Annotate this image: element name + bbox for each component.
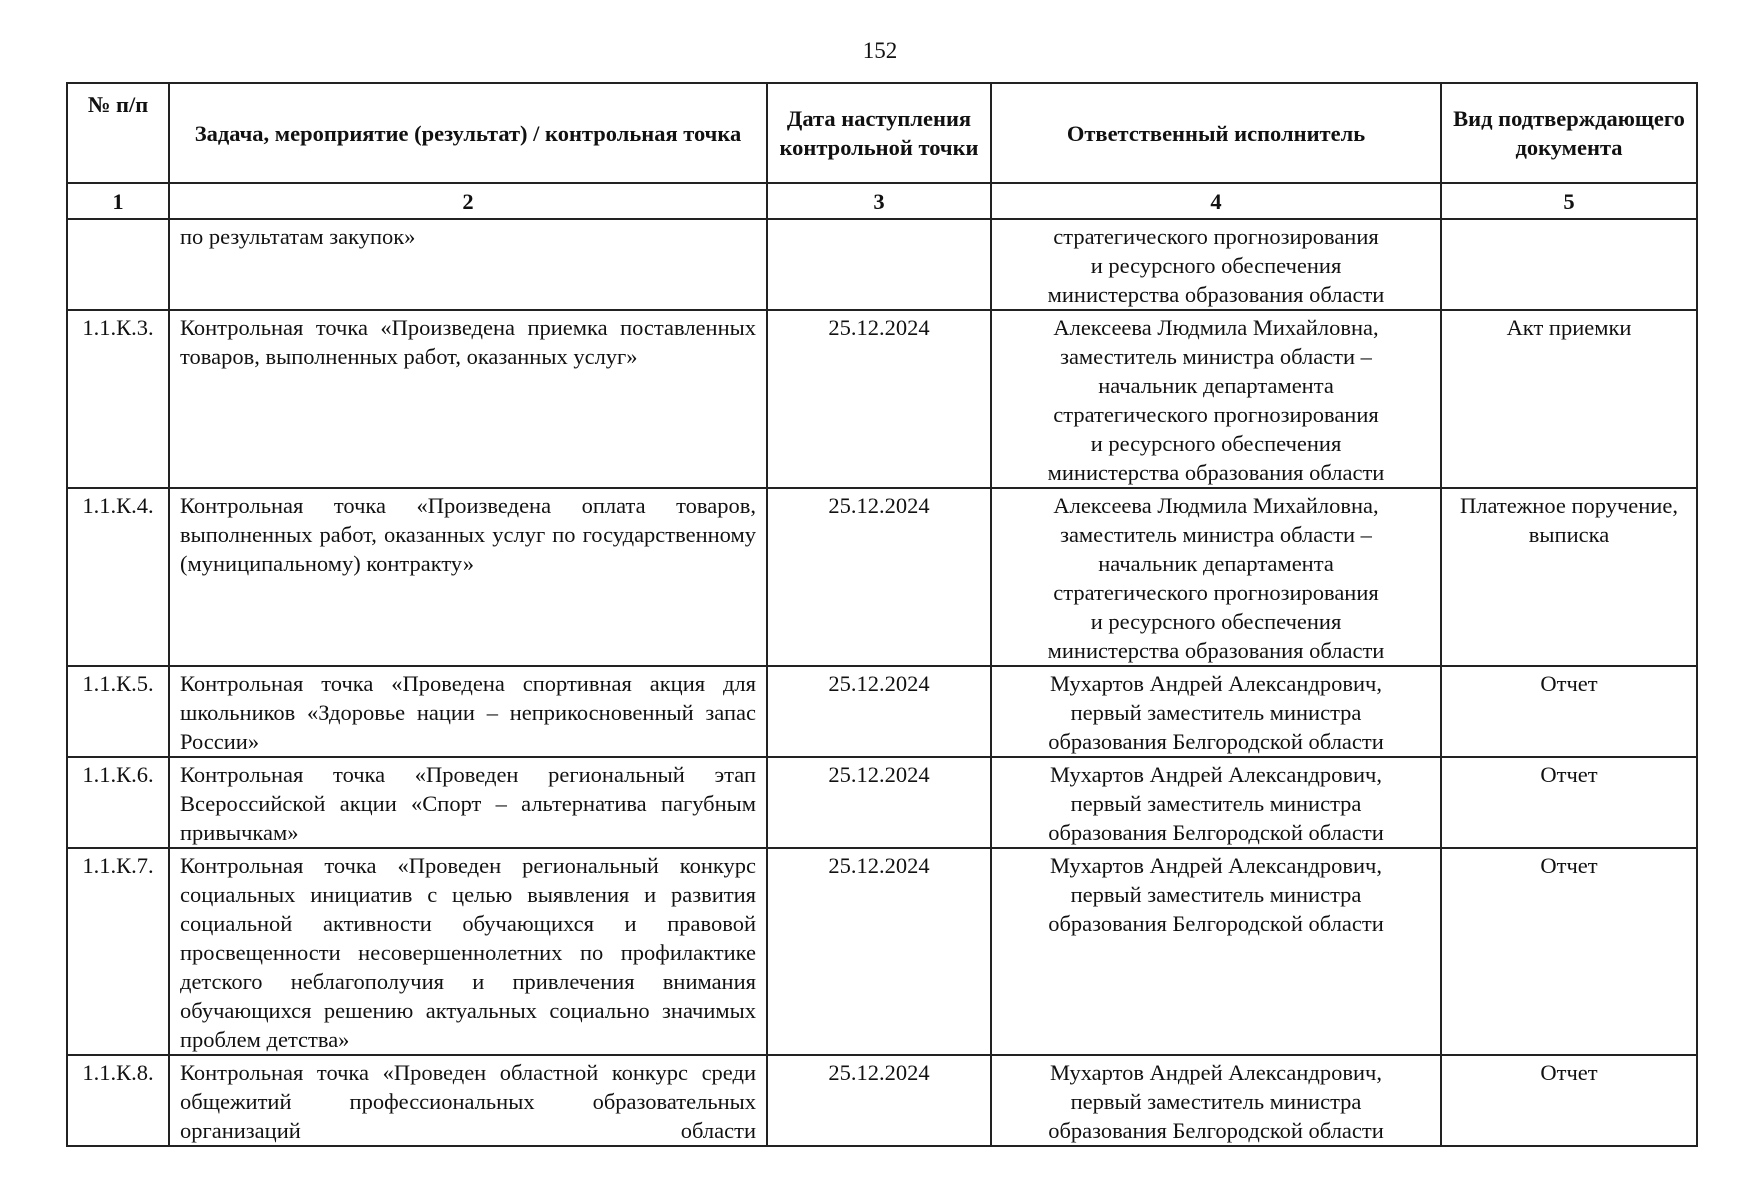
column-index-row xyxy=(67,183,1697,219)
row-document-type xyxy=(1441,219,1697,310)
responsible-line: министерства образования области xyxy=(1047,460,1385,485)
row-task: Контрольная точка «Произведена приемка поставленных товаров, выполненных работ, оказанных услуг» xyxy=(169,310,767,488)
row-number: 1.1.К.3. xyxy=(67,310,169,488)
responsible-line: начальник департамента xyxy=(1098,373,1334,398)
responsible-line: и ресурсного обеспечения xyxy=(1090,253,1342,278)
responsible-line: Мухартов Андрей Александрович, xyxy=(1050,1060,1382,1085)
row-responsible xyxy=(991,757,1441,848)
responsible-line: и ресурсного обеспечения xyxy=(1090,609,1342,634)
row-task: Контрольная точка «Проведен региональный конкурс социальных инициатив с целью выявления и развития социальной активности обучающихся и правовой просвещенности несовершеннолетних по профилактике детского неблагополучия и привлечения внимания обучающихся решению актуальных социально значимых проблем детства» xyxy=(169,848,767,1055)
row-date: 25.12.2024 xyxy=(767,666,991,757)
table-row xyxy=(67,666,1697,757)
responsible-line: заместитель министра области – xyxy=(1060,522,1372,547)
table-row xyxy=(67,310,1697,488)
row-date: 25.12.2024 xyxy=(767,757,991,848)
control-points-table xyxy=(66,82,1698,1147)
header-number: № п/п xyxy=(67,83,169,183)
row-date xyxy=(767,219,991,310)
row-number xyxy=(67,219,169,310)
row-document-type: Платежное поручение, выписка xyxy=(1441,488,1697,666)
row-number: 1.1.К.6. xyxy=(67,757,169,848)
table-row xyxy=(67,1055,1697,1146)
column-index: 3 xyxy=(767,183,991,219)
column-index: 4 xyxy=(991,183,1441,219)
responsible-line: первый заместитель министра xyxy=(1070,882,1362,907)
responsible-line: образования Белгородской области xyxy=(1048,729,1384,754)
table-header-row xyxy=(67,83,1697,183)
responsible-line: министерства образования области xyxy=(1047,282,1385,307)
row-task: Контрольная точка «Произведена оплата товаров, выполненных работ, оказанных услуг по государственному (муниципальному) контракту» xyxy=(169,488,767,666)
row-document-type: Отчет xyxy=(1441,666,1697,757)
responsible-line: стратегического прогнозирования xyxy=(1053,580,1379,605)
responsible-line: первый заместитель министра xyxy=(1070,791,1362,816)
row-number: 1.1.К.7. xyxy=(67,848,169,1055)
responsible-line: начальник департамента xyxy=(1098,551,1334,576)
responsible-line: образования Белгородской области xyxy=(1048,820,1384,845)
row-date: 25.12.2024 xyxy=(767,310,991,488)
table-row xyxy=(67,488,1697,666)
row-responsible xyxy=(991,219,1441,310)
row-document-type: Акт приемки xyxy=(1441,310,1697,488)
column-index: 1 xyxy=(67,183,169,219)
header-document-type: Вид подтверждающего документа xyxy=(1441,83,1697,183)
header-date: Дата наступления контрольной точки xyxy=(767,83,991,183)
row-document-type: Отчет xyxy=(1441,848,1697,1055)
responsible-line: Алексеева Людмила Михайловна, xyxy=(1053,493,1379,518)
row-number: 1.1.К.4. xyxy=(67,488,169,666)
row-date: 25.12.2024 xyxy=(767,848,991,1055)
row-task: по результатам закупок» xyxy=(169,219,767,310)
table-row xyxy=(67,219,1697,310)
responsible-line: министерства образования области xyxy=(1047,638,1385,663)
header-task: Задача, мероприятие (результат) / контрольная точка xyxy=(169,83,767,183)
row-responsible xyxy=(991,666,1441,757)
row-date: 25.12.2024 xyxy=(767,1055,991,1146)
row-responsible xyxy=(991,1055,1441,1146)
row-number: 1.1.К.5. xyxy=(67,666,169,757)
responsible-line: Мухартов Андрей Александрович, xyxy=(1050,762,1382,787)
row-responsible xyxy=(991,848,1441,1055)
row-number: 1.1.К.8. xyxy=(67,1055,169,1146)
row-task: Контрольная точка «Проведен областной конкурс среди общежитий профессиональных образовательных организаций области xyxy=(169,1055,767,1146)
table-row xyxy=(67,757,1697,848)
header-responsible: Ответственный исполнитель xyxy=(991,83,1441,183)
row-responsible xyxy=(991,488,1441,666)
responsible-line: образования Белгородской области xyxy=(1048,1118,1384,1143)
responsible-line: стратегического прогнозирования xyxy=(1053,402,1379,427)
responsible-line: Мухартов Андрей Александрович, xyxy=(1050,853,1382,878)
responsible-line: Мухартов Андрей Александрович, xyxy=(1050,671,1382,696)
row-task: Контрольная точка «Проведена спортивная акция для школьников «Здоровье нации – неприкосновенный запас России» xyxy=(169,666,767,757)
row-document-type: Отчет xyxy=(1441,1055,1697,1146)
row-task: Контрольная точка «Проведен региональный этап Всероссийской акции «Спорт – альтернатива пагубным привычкам» xyxy=(169,757,767,848)
responsible-line: и ресурсного обеспечения xyxy=(1090,431,1342,456)
table-row xyxy=(67,848,1697,1055)
responsible-line: стратегического прогнозирования xyxy=(1053,224,1379,249)
column-index: 5 xyxy=(1441,183,1697,219)
responsible-line: Алексеева Людмила Михайловна, xyxy=(1053,315,1379,340)
page-number: 152 xyxy=(862,38,898,63)
row-document-type: Отчет xyxy=(1441,757,1697,848)
responsible-line: первый заместитель министра xyxy=(1070,700,1362,725)
responsible-line: первый заместитель министра xyxy=(1070,1089,1362,1114)
responsible-line: образования Белгородской области xyxy=(1048,911,1384,936)
column-index: 2 xyxy=(169,183,767,219)
responsible-line: заместитель министра области – xyxy=(1060,344,1372,369)
row-date: 25.12.2024 xyxy=(767,488,991,666)
row-responsible xyxy=(991,310,1441,488)
